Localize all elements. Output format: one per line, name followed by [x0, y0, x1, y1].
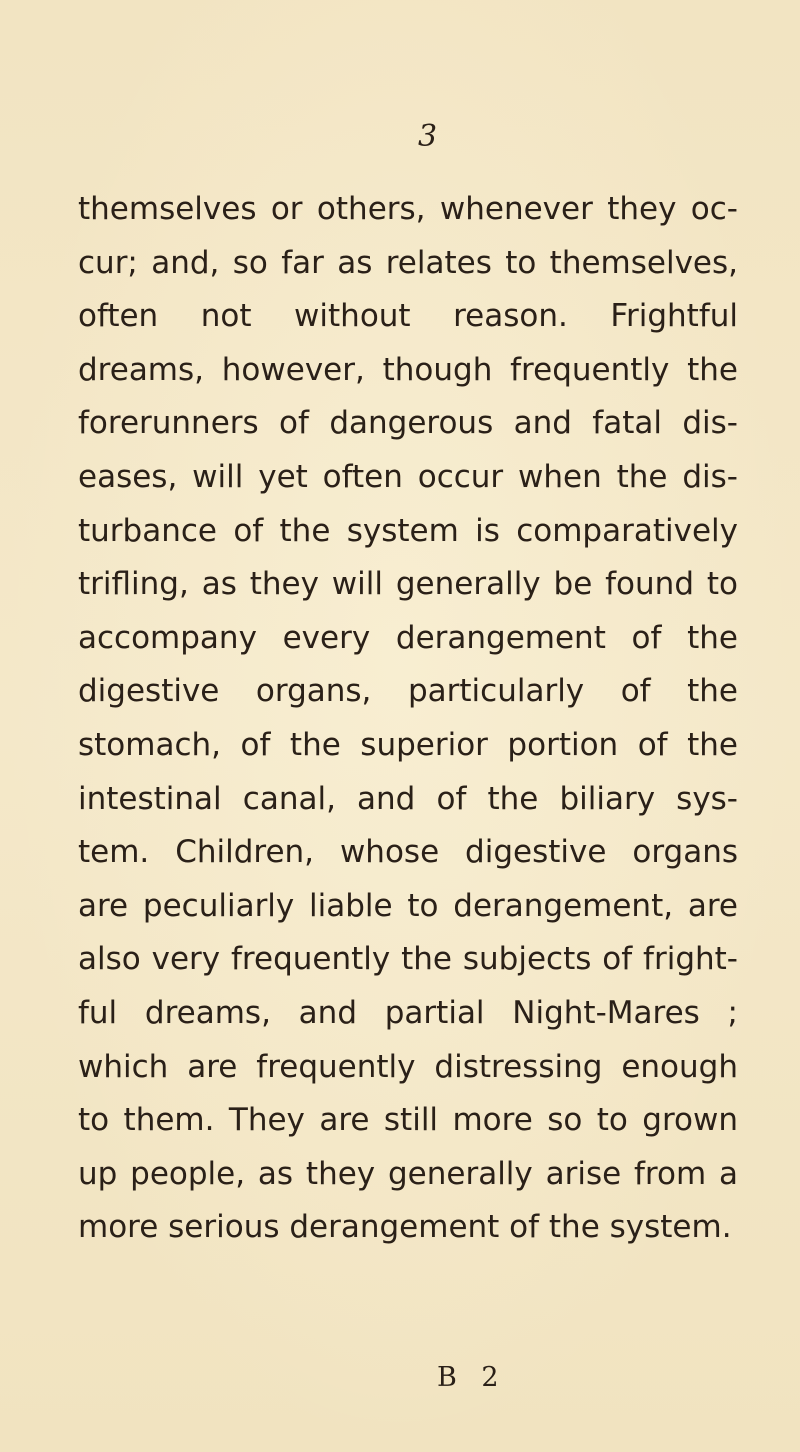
- text-line-20: more serious derangement of the system.: [78, 1209, 732, 1246]
- text-line-19: up people, as they generally arise from a: [78, 1155, 738, 1192]
- body-text: [78, 183, 738, 1255]
- text-line-17: which are frequently distressing enough: [78, 1048, 738, 1085]
- text-line-4: dreams, however, though frequently the: [78, 351, 738, 388]
- text-line-3: often not without reason. Frightful: [78, 298, 738, 335]
- text-line-10: digestive organs, particularly of the: [78, 673, 738, 710]
- text-line-18: to them. They are still more so to grown: [78, 1102, 738, 1139]
- signature-mark: B 2: [437, 1362, 507, 1393]
- text-line-1: themselves or others, whenever they oc-: [78, 191, 738, 227]
- text-line-14: are peculiarly liable to derangement, are: [78, 887, 738, 924]
- text-line-13: tem. Children, whose digestive organs: [78, 834, 738, 871]
- text-line-9: accompany every derangement of the: [78, 619, 738, 656]
- text-line-7: turbance of the system is comparatively: [78, 512, 738, 549]
- text-line-8: trifling, as they will generally be found to: [78, 566, 738, 603]
- text-line-12: intestinal canal, and of the biliary sys-: [78, 780, 738, 817]
- text-line-2: cur; and, so far as relates to themselves,: [78, 244, 738, 281]
- page-number: 3: [418, 119, 438, 154]
- text-line-6: eases, will yet often occur when the dis-: [78, 458, 738, 495]
- text-line-11: stomach, of the superior portion of the: [78, 726, 738, 763]
- text-line-15: also very frequently the subjects of fright-: [78, 941, 738, 978]
- text-line-5: forerunners of dangerous and fatal dis-: [78, 405, 738, 442]
- text-line-16: ful dreams, and partial Night-Mares ;: [78, 994, 738, 1031]
